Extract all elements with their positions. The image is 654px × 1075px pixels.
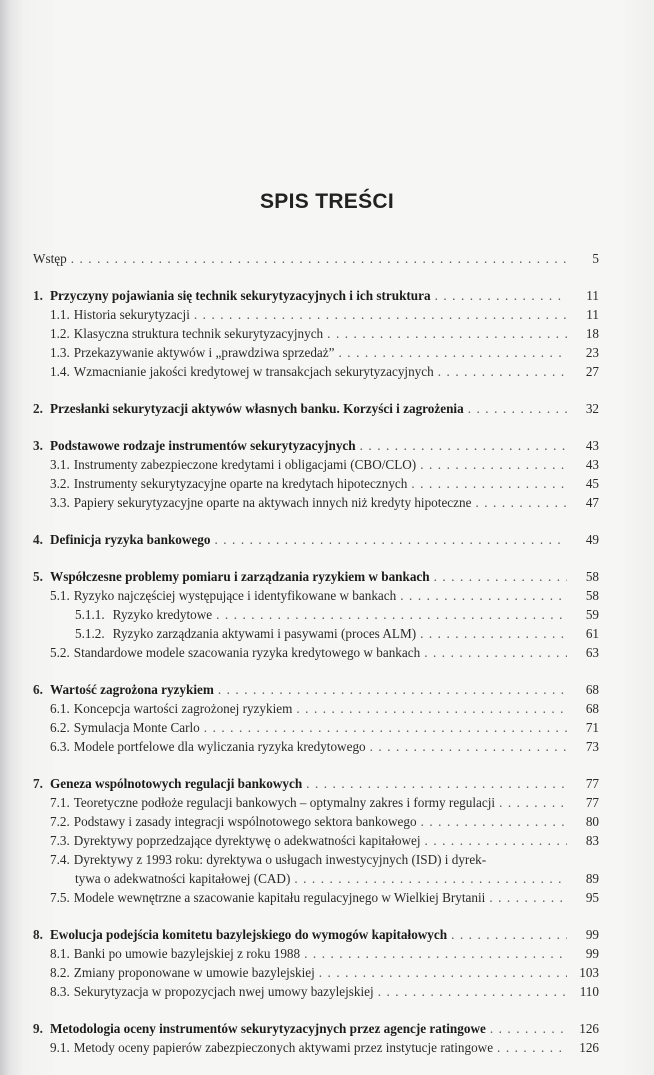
entry-label: Papiery sekurytyzacyjne oparte na aktywach innych niż kredyty hipoteczne xyxy=(73,495,472,510)
entry-label: Instrumenty sekurytyzacyjne oparte na kredytach hipotecznych xyxy=(73,476,408,491)
entry-page: 83 xyxy=(585,833,599,848)
entry-number: 9. xyxy=(33,1021,43,1036)
entry-label: Sekurytyzacja w propozycjach nwej umowy bazylejskiej xyxy=(73,984,374,999)
dot-leader xyxy=(435,286,567,305)
toc-entry xyxy=(33,286,599,305)
dot-leader xyxy=(304,944,567,963)
entry-label: Klasyczna struktura technik sekurytyzacyjnych xyxy=(73,326,324,341)
entry-label: Ewolucja podejścia komitetu bazylejskiego do wymogów kapitałowych xyxy=(50,927,448,942)
entry-page: 43 xyxy=(585,438,599,453)
dot-leader xyxy=(499,793,567,812)
dot-leader xyxy=(214,530,567,549)
toc-entry xyxy=(33,605,599,624)
entry-number: 3.3. xyxy=(50,495,70,510)
entry-number: 7.3. xyxy=(50,833,70,848)
entry-number: 8.2. xyxy=(50,965,70,980)
dot-leader xyxy=(400,586,567,605)
entry-label: tywa o adekwatności kapitałowej (CAD) xyxy=(75,871,291,886)
entry-page: 68 xyxy=(585,682,599,697)
entry-number: 8. xyxy=(33,927,43,942)
entry-label: Metodologia oceny instrumentów sekurytyzacyjnych przez agencje ratingowe xyxy=(50,1021,486,1036)
entry-number: 1.3. xyxy=(50,345,70,360)
dot-leader xyxy=(319,963,567,982)
toc-chapter-6 xyxy=(33,680,599,756)
entry-page: 58 xyxy=(585,569,599,584)
entry-number: 1. xyxy=(33,288,43,303)
toc-chapter-5 xyxy=(33,567,599,662)
toc-entry xyxy=(33,944,599,963)
toc-entry-continuation xyxy=(33,869,599,888)
entry-page: 126 xyxy=(579,1040,599,1055)
entry-page: 49 xyxy=(585,532,599,547)
toc-entry xyxy=(33,831,599,850)
toc-entry xyxy=(33,493,599,512)
entry-label: Wstęp xyxy=(33,251,67,266)
entry-label: Modele wewnętrzne a szacowanie kapitału regulacyjnego w Wielkiej Brytanii xyxy=(73,890,486,905)
toc-entry xyxy=(33,680,599,699)
entry-label: Koncepcja wartości zagrożonej ryzykiem xyxy=(73,701,293,716)
entry-number: 3. xyxy=(33,438,43,453)
dot-leader xyxy=(411,474,567,493)
dot-leader xyxy=(420,624,567,643)
dot-leader xyxy=(218,680,567,699)
entry-page: 5 xyxy=(592,251,599,266)
dot-leader xyxy=(420,455,567,474)
dot-leader xyxy=(424,643,567,662)
toc-entry xyxy=(33,774,599,793)
entry-label: Współczesne problemy pomiaru i zarządzania ryzykiem w bankach xyxy=(50,569,430,584)
toc-entry xyxy=(33,567,599,586)
table-of-contents xyxy=(33,249,599,1075)
entry-number: 7.4. xyxy=(50,852,70,867)
entry-number: 7. xyxy=(33,776,43,791)
dot-leader xyxy=(434,567,567,586)
entry-number: 5.1. xyxy=(50,588,70,603)
dot-leader xyxy=(338,343,567,362)
dot-leader xyxy=(296,699,567,718)
entry-page: 77 xyxy=(585,795,599,810)
toc-chapter-3 xyxy=(33,436,599,512)
dot-leader xyxy=(468,399,567,418)
entry-label: Ryzyko najczęściej występujące i identyfikowane w bankach xyxy=(73,588,397,603)
entry-page: 73 xyxy=(585,739,599,754)
entry-page: 59 xyxy=(585,607,599,622)
entry-label: Metody oceny papierów zabezpieczonych aktywami przez instytucje ratingowe xyxy=(73,1040,494,1055)
toc-entry xyxy=(33,888,599,907)
entry-page: 45 xyxy=(585,476,599,491)
dot-leader xyxy=(438,362,567,381)
dot-leader xyxy=(490,1019,567,1038)
dot-leader xyxy=(204,718,567,737)
entry-number: 5.1.2. xyxy=(75,626,105,641)
entry-number: 1.2. xyxy=(50,326,70,341)
toc-entry xyxy=(33,530,599,549)
entry-label: Standardowe modele szacowania ryzyka kredytowego w bankach xyxy=(73,645,421,660)
entry-label: Modele portfelowe dla wyliczania ryzyka kredytowego xyxy=(73,739,366,754)
toc-entry xyxy=(33,699,599,718)
entry-label: Instrumenty zabezpieczone kredytami i obligacjami (CBO/CLO) xyxy=(73,457,417,472)
entry-page: 63 xyxy=(585,645,599,660)
entry-label: Przyczyny pojawiania się technik sekurytyzacyjnych i ich struktura xyxy=(50,288,431,303)
entry-page: 99 xyxy=(585,946,599,961)
entry-label: Podstawy i zasady integracji wspólnotowego sektora bankowego xyxy=(73,814,417,829)
entry-number: 1.1. xyxy=(50,307,70,322)
toc-entry xyxy=(33,455,599,474)
entry-page: 47 xyxy=(585,495,599,510)
toc-entry xyxy=(33,643,599,662)
dot-leader xyxy=(327,324,567,343)
entry-label: Dyrektywy z 1993 roku: dyrektywa o usługach inwestycyjnych (ISD) i dyrek- xyxy=(73,852,487,867)
entry-page: 68 xyxy=(585,701,599,716)
dot-leader xyxy=(425,831,567,850)
entry-number: 5.1.1. xyxy=(75,607,105,622)
toc-chapter-8 xyxy=(33,925,599,1001)
dot-leader xyxy=(306,774,567,793)
entry-number: 7.5. xyxy=(50,890,70,905)
entry-page: 99 xyxy=(585,927,599,942)
entry-number: 3.2. xyxy=(50,476,70,491)
toc-entry xyxy=(33,249,599,268)
entry-page: 103 xyxy=(579,965,599,980)
entry-page: 126 xyxy=(579,1021,599,1036)
entry-page: 58 xyxy=(585,588,599,603)
entry-label: Banki po umowie bazylejskiej z roku 1988 xyxy=(73,946,301,961)
entry-page: 71 xyxy=(585,720,599,735)
toc-entry xyxy=(33,305,599,324)
entry-page: 11 xyxy=(586,307,599,322)
entry-page: 32 xyxy=(585,401,599,416)
entry-number: 4. xyxy=(33,532,43,547)
toc-entry xyxy=(33,324,599,343)
dot-leader xyxy=(294,869,567,888)
entry-number: 3.1. xyxy=(50,457,70,472)
dot-leader xyxy=(451,925,567,944)
dot-leader xyxy=(71,249,567,268)
entry-label: Teoretyczne podłoże regulacji bankowych – optymalny zakres i formy regulacji xyxy=(73,795,496,810)
toc-entry xyxy=(33,812,599,831)
page-title: SPIS TREŚCI xyxy=(260,190,394,213)
toc-chapter-1 xyxy=(33,286,599,381)
toc-entry xyxy=(33,399,599,418)
entry-label: Wartość zagrożona ryzykiem xyxy=(50,682,214,697)
entry-page: 27 xyxy=(585,364,599,379)
entry-number: 8.3. xyxy=(50,984,70,999)
dot-leader xyxy=(216,605,567,624)
entry-number: 8.1. xyxy=(50,946,70,961)
toc-entry xyxy=(33,1038,599,1057)
entry-label: Historia sekurytyzacji xyxy=(73,307,190,322)
entry-label: Definicja ryzyka bankowego xyxy=(50,532,211,547)
entry-label: Przekazywanie aktywów i „prawdziwa sprzedaż” xyxy=(73,345,335,360)
entry-page: 61 xyxy=(585,626,599,641)
entry-page: 110 xyxy=(579,984,599,999)
toc-entry xyxy=(33,925,599,944)
toc-entry xyxy=(33,586,599,605)
toc-entry xyxy=(33,982,599,1001)
dot-leader xyxy=(360,436,567,455)
entry-number: 6. xyxy=(33,682,43,697)
entry-label: Dyrektywy poprzedzające dyrektywę o adekwatności kapitałowej xyxy=(73,833,421,848)
toc-entry xyxy=(33,624,599,643)
entry-number: 6.1. xyxy=(50,701,70,716)
toc-entry xyxy=(33,1019,599,1038)
toc-chapter-2 xyxy=(33,399,599,418)
dot-leader xyxy=(421,812,567,831)
entry-label: Zmiany proponowane w umowie bazylejskiej xyxy=(73,965,315,980)
toc-entry xyxy=(33,362,599,381)
entry-page: 89 xyxy=(585,871,599,886)
entry-number: 6.3. xyxy=(50,739,70,754)
toc-entry xyxy=(33,793,599,812)
entry-page: 11 xyxy=(586,288,599,303)
entry-number: 2. xyxy=(33,401,43,416)
dot-leader xyxy=(497,1038,567,1057)
toc-entry xyxy=(33,474,599,493)
entry-label: Wzmacnianie jakości kredytowej w transakcjach sekurytyzacyjnych xyxy=(73,364,434,379)
toc-entry xyxy=(33,850,599,869)
toc-entry xyxy=(33,963,599,982)
toc-entry xyxy=(33,718,599,737)
dot-leader xyxy=(475,493,567,512)
entry-page: 80 xyxy=(585,814,599,829)
toc-entry xyxy=(33,436,599,455)
entry-label: Podstawowe rodzaje instrumentów sekurytyzacyjnych xyxy=(50,438,356,453)
entry-number: 1.4. xyxy=(50,364,70,379)
toc-chapter-9 xyxy=(33,1019,599,1057)
dot-leader xyxy=(378,982,567,1001)
entry-number: 7.2. xyxy=(50,814,70,829)
toc-entry xyxy=(33,737,599,756)
entry-page: 43 xyxy=(585,457,599,472)
entry-label: Geneza wspólnotowych regulacji bankowych xyxy=(50,776,303,791)
entry-number: 5.2. xyxy=(50,645,70,660)
entry-number: 7.1. xyxy=(50,795,70,810)
entry-number: 6.2. xyxy=(50,720,70,735)
entry-page: 77 xyxy=(585,776,599,791)
entry-label: Ryzyko kredytowe xyxy=(112,607,213,622)
entry-page: 95 xyxy=(585,890,599,905)
toc-entry xyxy=(33,343,599,362)
dot-leader xyxy=(194,305,567,324)
entry-page: 18 xyxy=(585,326,599,341)
entry-label: Przesłanki sekurytyzacji aktywów własnych banku. Korzyści i zagrożenia xyxy=(50,401,464,416)
toc-chapter-7 xyxy=(33,774,599,907)
entry-number: 5. xyxy=(33,569,43,584)
dot-leader xyxy=(370,737,567,756)
entry-label: Symulacja Monte Carlo xyxy=(73,720,200,735)
toc-intro xyxy=(33,249,599,268)
entry-number: 9.1. xyxy=(50,1040,70,1055)
dot-leader xyxy=(489,888,567,907)
toc-chapter-4 xyxy=(33,530,599,549)
entry-label: Ryzyko zarządzania aktywami i pasywami (proces ALM) xyxy=(112,626,417,641)
entry-page: 23 xyxy=(585,345,599,360)
